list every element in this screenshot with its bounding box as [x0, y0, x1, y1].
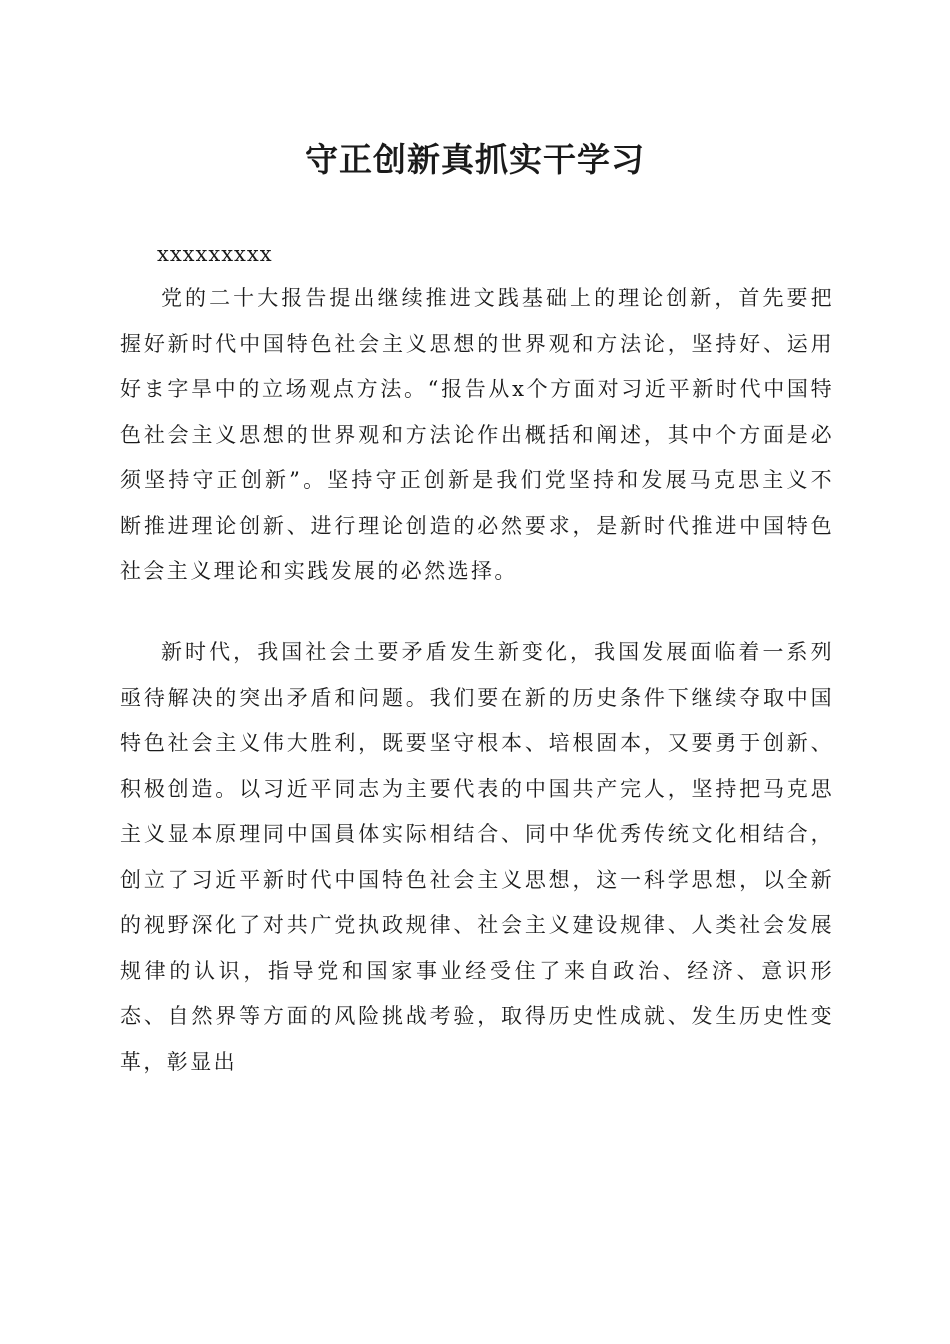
- author-name: xxxxxxxxx: [157, 242, 273, 266]
- body-paragraph-2: 新时代，我国社会土要矛盾发生新变化，我国发展面临着一系列亟待解决的突出矛盾和问题。我们要在新的历史条件下继续夺取中国特色社会主义伟大胜利，既要坚守根本、培根固本，又要勇于创新、积极创造。以习近平同志为主要代表的中国共产完人，坚持把马克思主义显本原理同中国員体实际相结合、同中华优秀传统文化相结合，创立了习近平新时代中国特色社会主义思想，这一科学思想，以全新的视野深化了对共广党执政规律、社会主义建设规律、人类社会发展规律的认识，指导党和国家事业经受住了来自政治、经济、意识形态、自然界等方面的风险挑战考验，取得历史性成就、发生历史性变革，彰显出: [120, 640, 834, 1074]
- body-paragraph-1: 党的二十大报告提出继续推进文践基础上的理论创新，首先要把握好新时代中国特色社会主义思想的世界观和方法论，坚持好、运用好ま字旱中的立场观点方法。“报告从x个方面对习近平新时代中国特色社会主义思想的世界观和方法论作出概括和阐述，其中个方面是必须坚持守正创新”。坚持守正创新是我们党坚持和发展马克思主义不断推进理论创新、进行理论创造的必然要求，是新时代推进中国特色社会主义理论和实践发展的必然选择。: [120, 286, 834, 583]
- document-title: 守正创新真抓实干学习: [305, 140, 645, 179]
